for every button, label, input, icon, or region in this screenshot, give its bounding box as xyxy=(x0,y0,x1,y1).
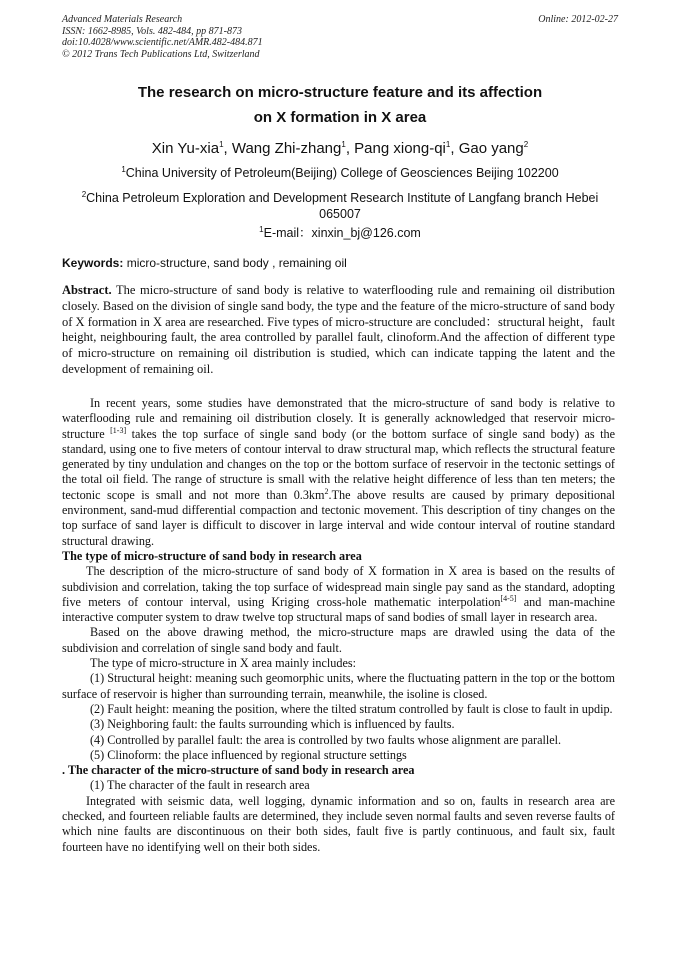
author-affiliation-mark: 1 xyxy=(341,140,346,149)
title-line-2: on X formation in X area xyxy=(253,109,427,126)
author-email: $^1$E-mail：xinxin_bj@126.com xyxy=(259,224,421,240)
abstract-text: The micro-structure of sand body is relative to waterflooding rule and remaining oil distribution closely. Based on the division of single sand body, the type and the feature of the micro-structure of sand body of X formation in X area are researched. Five types of micro-structure are concluded：structural height，fault height, neighbouring fault, the area controlled by parallel fault, clinoform.And the affection of different type of micro-structure on remaining oil distribution is studied, which can indicate tapping the latent and the development of remaining oil. xyxy=(62,283,615,376)
citation: [1-3] xyxy=(110,425,127,435)
author-affiliation-mark: 1 xyxy=(219,140,224,149)
intro-paragraph: In recent years, some studies have demonstrated that the micro-structure of sand body is relative to waterflooding rule and remaining oil distribution closely. It is generally acknowledged that reservoir micro-structure [1-3] takes the top surface of single sand body (or the bottom surface of single sand body) as the standard, using one to five meters of contour interval to draw structural map, which reflects the structural feature generated by tiny undulation and changes on the top or the bottom surface of reservoir in the tectonic settings of the total oil field. The range of structure is small with the relative height difference of less than ten meters; the tectonic scope is small and not more than $0.3km^2.The$ above results are caused by primary depositional environment, sand-mud differential compaction and tectonic movement. This description of tiny changes on the top surface of sand layer is difficult to discover in large interval and wide contour interval of routine standard structural drawing. xyxy=(62,396,616,548)
author-list: Xin Yu-xia$^1$, Wang Zhi-zhang$^1$, Pang xiong-$qi^1$, Gao yang$^2$ xyxy=(151,140,529,157)
journal-name: Advanced Materials Research xyxy=(62,14,183,25)
author-name: Gao yang xyxy=(458,140,524,157)
copyright: © 2012 Trans Tech Publications Ltd, Switzerland xyxy=(62,48,260,60)
paragraph: The type of micro-structure in X area mainly includes: xyxy=(90,656,357,671)
section-heading: . The character of the micro-structure of sand body in research area xyxy=(62,763,415,778)
keywords xyxy=(62,256,618,271)
online-date: Online: 2012-02-27 xyxy=(538,14,618,25)
author-affiliation-mark: 2 xyxy=(523,140,529,149)
abstract-label: Abstract. xyxy=(62,283,112,297)
affiliation-1: $^1$China University of Petroleum(Beijing) College of Geosciences Beijing 102200 xyxy=(121,164,559,180)
author-name: Wang Zhi-zhang xyxy=(231,140,342,157)
section-heading: The type of micro-structure of sand body in research area xyxy=(62,548,362,563)
paragraph: Integrated with seismic data, well logging, dynamic information and so on, faults in research area are checked, and fourteen reliable faults are determined, they include seven normal faults and seven reverse faults of which nine faults are discontinuous on their both sides, fault five is partly continuous, and fault six, fault fourteen have no identifying well on their both sides. xyxy=(62,793,615,854)
author-affiliation-mark: 1 xyxy=(445,140,451,149)
doi: doi:10.4028/www.scientific.net/AMR.482-484.871 xyxy=(62,37,263,48)
list-item: (1) Structural height: meaning such geomorphic units, where the fluctuating pattern in the top or the bottom surface of reservoir is higher than surrounding terrain, meanwhile, the isoline is closed. xyxy=(62,671,615,701)
main-text xyxy=(62,396,615,855)
list-item: (3) Neighboring fault: the faults surrounding which is influenced by faults. xyxy=(90,717,455,732)
list-item: (2) Fault height: meaning the position, where the tilted stratum controlled by fault is close to fault in updip. xyxy=(90,701,613,716)
author-name: Pang xiong-qi xyxy=(354,140,446,157)
keywords-label: Keywords: xyxy=(62,256,124,270)
abstract xyxy=(62,283,615,378)
paper-title xyxy=(62,80,618,130)
citation: [4-5] xyxy=(500,593,517,603)
author-name: Xin Yu-xia xyxy=(151,140,220,157)
title-line-1: The research on micro-structure feature and its affection xyxy=(137,84,543,101)
subsection-heading: (1) The character of the fault in research area xyxy=(90,778,310,793)
paragraph: Based on the above drawing method, the micro-structure maps are drawled using the data of the subdivision and correlation of single sand body and fault. xyxy=(62,625,615,655)
affiliation-2: $^2$China Petroleum Exploration and Development Research Institute of Langfang branch Hebei 065007 xyxy=(81,189,599,221)
issn: ISSN: 1662-8985, Vols. 482-484, pp 871-873 xyxy=(62,25,242,37)
list-item: (5) Clinoform: the place influenced by regional structure settings xyxy=(90,747,407,762)
paragraph: The description of the micro-structure of sand body of X formation in X area is based on the results of subdivision and correlation, taking the top surface of widespread main single pay sand as the standard, adopting five meters of contour interval, using Kriging cross-hole mathematic interpolation[4-5] and man-machine interactive computer system to draw twelve top structural maps of sand bodies of small layer in research area. xyxy=(62,564,616,625)
journal-header xyxy=(62,14,618,60)
keywords-text: micro-structure, sand body , remaining oil xyxy=(123,256,347,270)
list-item: (4) Controlled by parallel fault: the area is controlled by two faults whose alignment are parallel. xyxy=(90,732,562,747)
